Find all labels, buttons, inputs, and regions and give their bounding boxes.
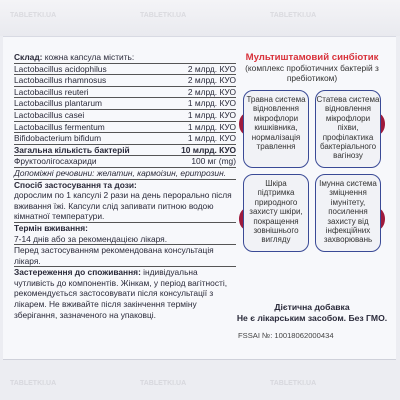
strain-row: Lactobacillus acidophilus 2 млрд. КУО xyxy=(14,63,236,74)
usage-heading: Спосіб застосування та дози: xyxy=(14,179,137,190)
term-text: 7-14 днів або за рекомендацією лікаря. xyxy=(14,234,236,246)
benefits-grid xyxy=(243,90,381,254)
fssai-number: FSSAI №: 10018062000434 xyxy=(238,331,334,340)
benefit-immune: Імунна система зміцнення імунітету, посилення захисту від інфекційних захворювань xyxy=(315,174,381,252)
supplement-notice: Дієтична добавка Не є лікарським засобом. Без ГМО. xyxy=(236,302,388,323)
usage-text: дорослим по 1 капсулі 2 рази на день перорально після вживання їжі. Капсули слід запивати питною водою кімнатної температури. xyxy=(14,190,236,223)
composition-column xyxy=(14,52,236,320)
benefit-skin: Шкіра підтримка природного захисту шкіри, покращення зовнішнього вигляду xyxy=(243,174,309,252)
product-title: Мультиштамовий синбіотик xyxy=(245,52,379,63)
excipients: Допоміжні речовини: желатин, кармоізин, еритрозин. xyxy=(14,168,236,180)
prebiotic-row: Фруктоолігосахариди 100 мг (mg) xyxy=(14,156,236,167)
watermark: TABLETKI.UA xyxy=(270,12,317,19)
product-subtitle: (комплекс пробіотичних бактерій з пребіотиком) xyxy=(245,63,379,83)
total-bacteria-row: Загальна кількість бактерій 10 млрд. КУО xyxy=(14,144,236,155)
watermark: TABLETKI.UA xyxy=(140,12,187,19)
strain-row: Lactobacillus reuteri 2 млрд. КУО xyxy=(14,86,236,97)
watermark: TABLETKI.UA xyxy=(140,380,187,387)
product-column xyxy=(232,52,392,254)
strain-row: Lactobacillus casei 1 млрд. КУО xyxy=(14,109,236,120)
watermark: TABLETKI.UA xyxy=(270,380,317,387)
benefit-reproductive: Статева система відновлення мікрофлори піхви, профілактика бактеріального вагінозу xyxy=(315,90,381,168)
watermark: TABLETKI.UA xyxy=(10,12,57,19)
term-heading: Термін вживання: xyxy=(14,222,88,233)
strain-row: Lactobacillus plantarum 1 млрд. КУО xyxy=(14,98,236,109)
strain-row: Lactobacillus fermentum 1 млрд. КУО xyxy=(14,121,236,132)
watermark: TABLETKI.UA xyxy=(10,380,57,387)
strain-row: Bifidobacterium bifidum 1 млрд. КУО xyxy=(14,133,236,144)
benefit-digestive: Травна система відновлення мікрофлори кишківника, нормалізація травлення xyxy=(243,90,309,168)
consultation-text: Перед застосуванням рекомендована консультація лікаря. xyxy=(14,245,236,267)
strain-row: Lactobacillus rhamnosus 2 млрд. КУО xyxy=(14,75,236,86)
package-top-edge xyxy=(0,0,400,36)
warnings: Застереження до споживання: індивідуальна чутливість до компонентів. Жінкам, у період вагітності, рекомендується застосовувати після консультації з лікарем. Не вживайте після закінчення терміну зберігання, зазначеного на упаковці. xyxy=(14,267,228,320)
composition-heading: Склад: кожна капсула містить: xyxy=(14,52,236,64)
